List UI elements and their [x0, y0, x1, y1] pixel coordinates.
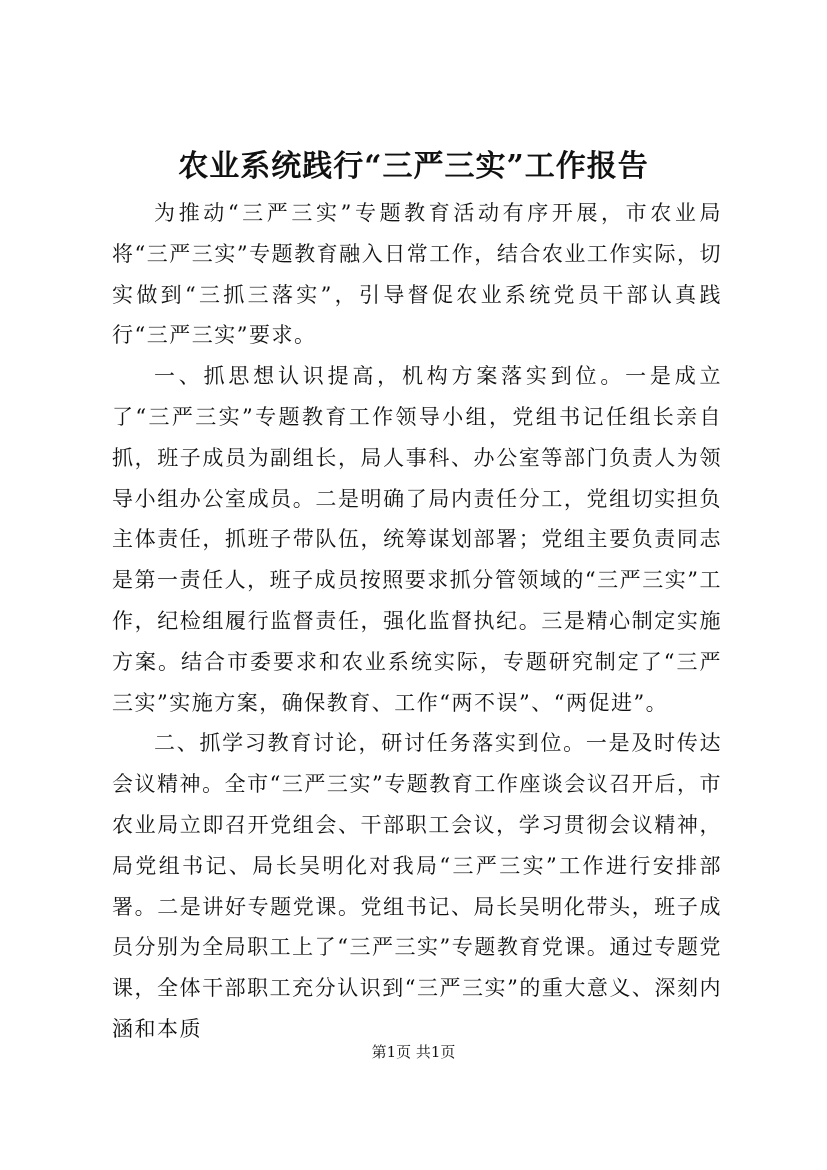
- page-footer: 第1页 共1页: [371, 1043, 456, 1061]
- paragraph-section-two: 二、抓学习教育讨论，研讨任务落实到位。一是及时传达会议精神。全市“三严三实”专题教育工作座谈会议召开后，市农业局立即召开党组会、干部职工会议，学习贯彻会议精神，局党组书记、局长吴明化对我局“三严三实”工作进行安排部署。二是讲好专题党课。党组书记、局长吴明化带头，班子成员分别为全局职工上了“三严三实”专题教育党课。通过专题党课，全体干部职工充分认识到“三严三实”的重大意义、深刻内涵和本质: [112, 731, 722, 1041]
- paragraph-section-one: 一、抓思想认识提高，机构方案落实到位。一是成立了“三严三实”专题教育工作领导小组，党组书记任组长亲自抓，班子成员为副组长，局人事科、办公室等部门负责人为领导小组办公室成员。二是明确了局内责任分工，党组切实担负主体责任，抓班子带队伍，统筹谋划部署；党组主要负责同志是第一责任人，班子成员按照要求抓分管领域的“三严三实”工作，纪检组履行监督责任，强化监督执纪。三是精心制定实施方案。结合市委要求和农业系统实际，专题研究制定了“三严三实”实施方案，确保教育、工作“两不误”、“两促进”。: [112, 364, 722, 715]
- paragraph-intro: 为推动“三严三实”专题教育活动有序开展，市农业局将“三严三实”专题教育融入日常工作，结合农业工作实际，切实做到“三抓三落实”，引导督促农业系统党员干部认真践行“三严三实”要求。: [112, 201, 722, 348]
- document-title: 农业系统践行“三严三实”工作报告: [178, 149, 649, 184]
- document-body: [112, 193, 722, 1050]
